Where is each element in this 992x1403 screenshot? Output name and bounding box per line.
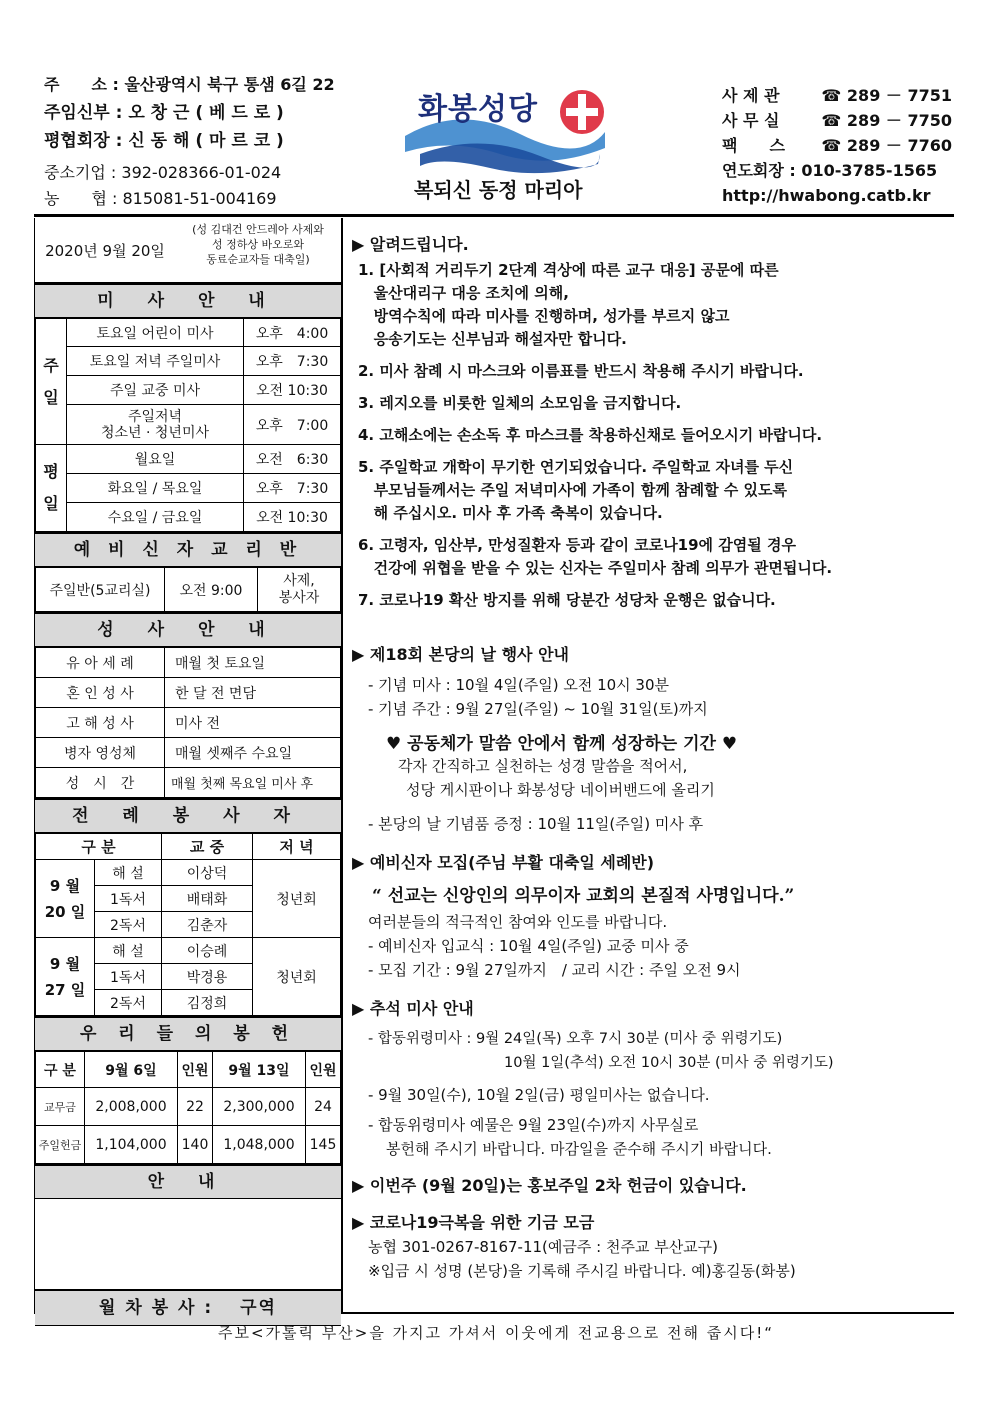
section-title-text: 이번주 (9월 20일)는 홍보주일 2차 헌금이 있습니다. — [369, 1176, 747, 1195]
count: 24 — [306, 1088, 341, 1126]
row-label: 교무금 — [36, 1088, 85, 1126]
section-title: ▶ 예비신자 모집(주님 부활 대축일 세례반) — [352, 853, 655, 872]
line: - 합동위령미사 : 9월 24일(목) 오후 7시 30분 (미사 중 위령기도) — [368, 1031, 783, 1047]
person: 박경용 — [162, 964, 253, 990]
role: 2독서 — [95, 912, 162, 938]
chuseok-section — [368, 1027, 952, 1161]
sacrament-when: 매월 첫째 목요일 미사 후 — [165, 768, 341, 798]
person: 이상덕 — [162, 860, 253, 886]
section-title: ▶ 제18회 본당의 날 행사 안내 — [352, 645, 569, 664]
catechumen-table — [35, 567, 341, 612]
col-header: 교 중 — [162, 834, 253, 860]
role: 해 설 — [95, 860, 162, 886]
mass-time: 오전 10:30 — [244, 503, 341, 532]
catechumen-section-title: 예 비 신 자 교 리 반 — [35, 532, 341, 567]
amount: 2,008,000 — [85, 1088, 178, 1126]
motto: ♥ 공동체가 말씀 안에서 함께 성장하는 기간 ♥ — [386, 734, 738, 754]
monthly-service: 월 차 봉 사 : 구역 — [35, 1289, 341, 1326]
line: 성당 게시판이나 화봉성당 네이버밴드에 올리기 — [406, 781, 715, 799]
evening-group: 청년회 — [253, 938, 341, 1016]
notice-item: 1. [사회적 거리두기 2단계 격상에 따른 교구 대응] 공문에 따른 울산대리구 대응 조치에 의해, 방역수칙에 따라 미사를 진행하며, 성가를 부르지 않고 응송기도는 신부님과 해설자만 합니다. — [358, 261, 779, 348]
line: ※입금 시 성명 (본당)을 기록해 주시길 바랍니다. 예)홍길동(화봉) — [368, 1262, 796, 1280]
left-column — [34, 218, 343, 1318]
liturgy-date: 9 월 27 일 — [36, 938, 95, 1016]
sacrament-name: 혼 인 성 사 — [36, 678, 165, 708]
section-title-text: 코로나19극복을 위한 기금 모금 — [369, 1213, 595, 1232]
right-column — [352, 232, 952, 1283]
mass-table — [35, 318, 341, 532]
mass-time: 오후 7:30 — [244, 347, 341, 376]
row-label: 주일헌금 — [36, 1126, 85, 1164]
website-link[interactable]: http://hwabong.catb.kr — [722, 186, 931, 205]
sacrament-section-title: 성 사 안 내 — [35, 612, 341, 647]
notice-item: 2. 미사 참례 시 마스크와 이름표를 반드시 착용해 주시기 바랍니다. — [358, 362, 804, 380]
person: 배태화 — [162, 886, 253, 912]
liturgy-table — [35, 833, 341, 1016]
address: 주 소 : 울산광역시 북구 통샘 6길 22 — [44, 75, 335, 94]
sacrament-name: 병자 영성체 — [36, 738, 165, 768]
role: 1독서 — [95, 964, 162, 990]
amount: 1,104,000 — [85, 1126, 178, 1164]
contact-label: 팩 스 — [722, 136, 785, 155]
feast-line: 동료순교자들 대축일) — [206, 253, 310, 266]
sacrament-table — [35, 647, 341, 798]
count: 140 — [178, 1126, 213, 1164]
line: 각자 간직하고 실천하는 성경 말씀을 적어서, — [398, 757, 688, 775]
section-title-text: 알려드립니다. — [369, 235, 469, 254]
col-header: 9월 6일 — [85, 1052, 178, 1088]
sacrament-name: 유 아 세 례 — [36, 648, 165, 678]
contact-phone: ☎ 289 － 7750 — [821, 111, 952, 130]
line: - 기념 미사 : 10월 4일(주일) 오전 10시 30분 — [368, 676, 670, 694]
contacts — [722, 83, 952, 208]
col-header: 9월 13일 — [213, 1052, 306, 1088]
line: 10월 1일(추석) 오전 10시 30분 (미사 중 위령기도) — [504, 1055, 834, 1071]
mass-time: 오전 10:30 — [244, 376, 341, 405]
mass-name: 화요일 / 목요일 — [67, 474, 244, 503]
quote: “ 선교는 신앙인의 의무이자 교회의 본질적 사명입니다.” — [372, 886, 795, 906]
union-contact: 연도회장 : 010-3785-1565 — [722, 161, 938, 180]
line: - 합동위령미사 예물은 9월 23일(수)까지 사무실로 — [368, 1116, 699, 1134]
notice-section-title: 안 내 — [35, 1164, 341, 1199]
sacrament-when: 매월 셋째주 수요일 — [165, 738, 341, 768]
mass-time: 오전 6:30 — [244, 445, 341, 474]
class-name: 주일반(5교리실) — [36, 568, 165, 612]
mass-name: 월요일 — [67, 445, 244, 474]
amount: 1,048,000 — [213, 1126, 306, 1164]
col-header: 인원 — [306, 1052, 341, 1088]
line: - 본당의 날 기념품 증정 : 10월 11일(주일) 미사 후 — [368, 815, 704, 833]
sunday-label: 주 일 — [36, 319, 67, 445]
offering-table — [35, 1051, 341, 1164]
line: 농협 301-0267-8167-11(예금주 : 천주교 부산교구) — [368, 1238, 719, 1256]
count: 145 — [306, 1126, 341, 1164]
notice-list — [358, 259, 952, 612]
account-1: 중소기업 : 392-028366-01-024 — [44, 163, 282, 182]
section-title-text: 예비신자 모집(주님 부활 대축일 세례반) — [369, 853, 655, 872]
class-teacher: 사제, 봉사자 — [258, 568, 341, 612]
priest: 주임신부 : 오 창 근 ( 베 드 로 ) — [44, 103, 284, 123]
feast-title: 복되신 동정 마리아 — [414, 178, 583, 202]
amount: 2,300,000 — [213, 1088, 306, 1126]
issue-date: 2020년 9월 20일 — [45, 241, 165, 260]
mass-section-title: 미 사 안 내 — [35, 283, 341, 318]
section-title: ▶ 추석 미사 안내 — [352, 999, 474, 1018]
notice-item: 7. 코로나19 확산 방지를 위해 당분간 성당차 운행은 없습니다. — [358, 591, 776, 609]
chairman: 평협회장 : 신 동 해 ( 마 르 코 ) — [44, 131, 284, 151]
feast-line: 성 정하상 바오로와 — [211, 238, 304, 251]
notice-item: 4. 고해소에는 손소독 후 마스크를 착용하신채로 들어오시기 바랍니다. — [358, 426, 823, 444]
section-title: ▶ 코로나19극복을 위한 기금 모금 — [352, 1213, 595, 1232]
col-header: 구 분 — [36, 1052, 85, 1088]
contact-label: 사 무 실 — [722, 111, 780, 130]
sacrament-name: 성 시 간 — [36, 768, 165, 798]
line: - 모집 기간 : 9월 27일까지 / 교리 시간 : 주일 오전 9시 — [368, 961, 741, 979]
line: 여러분들의 적극적인 참여와 인도를 바랍니다. — [368, 913, 668, 931]
sacrament-when: 한 달 전 면담 — [165, 678, 341, 708]
mass-name: 수요일 / 금요일 — [67, 503, 244, 532]
notice-item: 6. 고령자, 임산부, 만성질환자 등과 같이 코로나19에 감염될 경우 건강에 위협을 받을 수 있는 신자는 주일미사 참례 의무가 관면됩니다. — [358, 536, 833, 577]
line: 봉헌해 주시기 바랍니다. 마감일을 준수해 주시기 바랍니다. — [386, 1140, 772, 1158]
mass-name: 토요일 어린이 미사 — [67, 319, 244, 347]
feast-line: (성 김대건 안드레아 사제와 — [192, 223, 324, 236]
liturgy-date: 9 월 20 일 — [36, 860, 95, 938]
contact-phone: ☎ 289 － 7760 — [821, 136, 952, 155]
role: 1독서 — [95, 886, 162, 912]
notice-item: 5. 주일학교 개학이 무기한 연기되었습니다. 주일학교 자녀를 두신 부모님들께서는 주일 저녁미사에 가족이 함께 참례할 수 있도록 해 주십시오. 미사 후 가족 축복이 있습니다. — [358, 458, 794, 522]
footer-message: 주보<가톨릭 부산>을 가지고 가셔서 이웃에게 전교용으로 전해 줍시다!“ — [217, 1324, 775, 1342]
col-header: 구 분 — [36, 834, 162, 860]
role: 해 설 — [95, 938, 162, 964]
catechumen-section — [368, 910, 952, 982]
anniversary-section — [368, 673, 952, 836]
fund-section — [368, 1235, 952, 1283]
mass-time: 오후 7:00 — [244, 405, 341, 445]
contact-label: 사 제 관 — [722, 86, 780, 105]
contact-phone: ☎ 289 － 7751 — [821, 86, 952, 105]
mass-time: 오후 4:00 — [244, 319, 341, 347]
notice-item: 3. 레지오를 비롯한 일체의 소모임을 금지합니다. — [358, 394, 682, 412]
person: 김춘자 — [162, 912, 253, 938]
line: - 기념 주간 : 9월 27일(주일) ~ 10월 31일(토)까지 — [368, 700, 708, 718]
person: 김정희 — [162, 990, 253, 1016]
offering-section-title: 우 리 들 의 봉 헌 — [35, 1016, 341, 1051]
mass-name: 토요일 저녁 주일미사 — [67, 347, 244, 376]
top-rule — [34, 214, 954, 217]
parish-name: 화봉성당 — [418, 92, 538, 127]
section-title-text: 추석 미사 안내 — [369, 999, 474, 1018]
date-box — [35, 218, 341, 283]
line: - 9월 30일(수), 10월 2일(금) 평일미사는 없습니다. — [368, 1086, 710, 1104]
notice-box — [35, 1199, 341, 1289]
sacrament-when: 미사 전 — [165, 708, 341, 738]
sacrament-name: 고 해 성 사 — [36, 708, 165, 738]
section-title: ▶ 알려드립니다. — [352, 235, 469, 254]
feast-day — [175, 218, 341, 282]
account-2: 농 협 : 815081-51-004169 — [44, 189, 277, 208]
count: 22 — [178, 1088, 213, 1126]
mass-name: 주일저녁 청소년 · 청년미사 — [67, 405, 244, 445]
col-header: 인원 — [178, 1052, 213, 1088]
person: 이승례 — [162, 938, 253, 964]
weekday-label: 평 일 — [36, 445, 67, 532]
class-time: 오전 9:00 — [165, 568, 258, 612]
section-title: ▶ 이번주 (9월 20일)는 홍보주일 2차 헌금이 있습니다. — [352, 1176, 747, 1195]
line: - 예비신자 입교식 : 10월 4일(주일) 교중 미사 중 — [368, 937, 689, 955]
liturgy-section-title: 전 례 봉 사 자 — [35, 798, 341, 833]
role: 2독서 — [95, 990, 162, 1016]
section-title-text: 제18회 본당의 날 행사 안내 — [369, 645, 569, 664]
parish-logo — [400, 74, 610, 184]
sacrament-when: 매월 첫 토요일 — [165, 648, 341, 678]
mass-time: 오후 7:30 — [244, 474, 341, 503]
mass-name: 주일 교중 미사 — [67, 376, 244, 405]
evening-group: 청년회 — [253, 860, 341, 938]
col-header: 저 녁 — [253, 834, 341, 860]
